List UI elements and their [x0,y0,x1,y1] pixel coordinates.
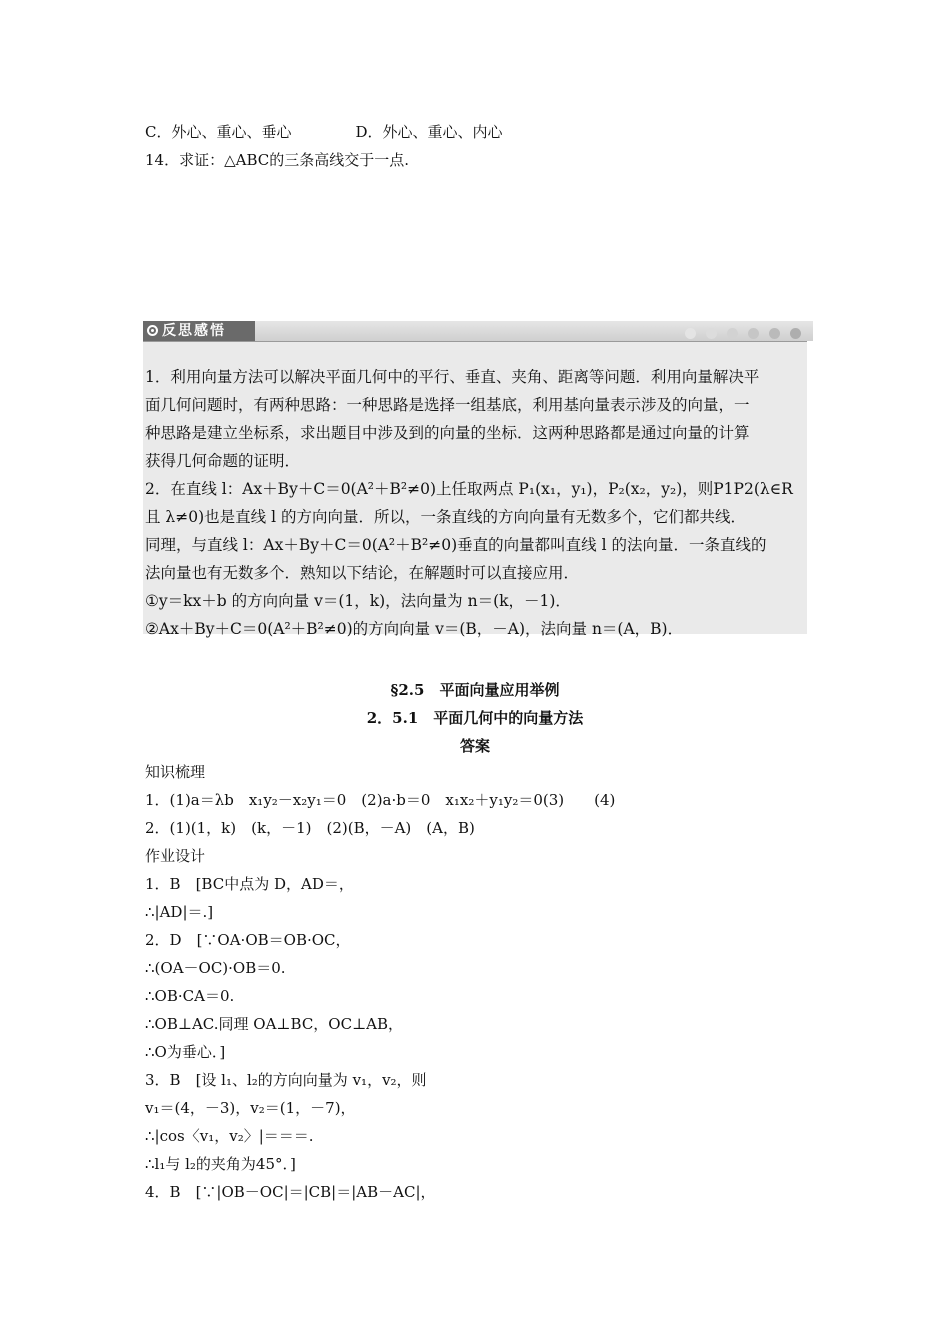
answer-line: 1．(1)a＝λb x₁y₂－x₂y₁＝0 (2)a·b＝0 x₁x₂＋y₁y₂＝0(3) (4) [145,791,616,809]
reflection-line: 且 λ≠0)也是直线 l 的方向向量．所以，一条直线的方向向量有无数多个，它们都共线． [145,508,746,526]
target-icon [147,325,158,336]
reflection-tab [143,321,255,341]
reflection-line: 2．在直线 l：Ax＋By＋C＝0(A²＋B²≠0)上任取两点 P₁(x₁，y₁)，P₂(x₂，y₂)，则P1P2(λ∈R [145,480,793,498]
dot-icon [748,328,759,339]
answer-line: ∴OB⊥AC.同理 OA⊥BC，OC⊥AB， [145,1015,404,1033]
answer-line: ∴O为垂心．] [145,1043,226,1061]
dot-icon [769,328,780,339]
section-title: §2.5 平面向量应用举例 [390,681,560,699]
answer-heading: 答案 [459,737,490,755]
dot-icon [727,328,738,339]
answer-line: 2．D [∵OA·OB＝OB·OC， [145,931,351,949]
dot-icon [685,328,696,339]
answer-line: 4．B [∵|OB－OC|＝|CB|＝|AB－AC|， [145,1183,436,1201]
reflection-line: 1．利用向量方法可以解决平面几何中的平行、垂直、夹角、距离等问题．利用向量解决平 [145,368,760,386]
answer-line: v₁＝(4，－3)，v₂＝(1，－7)， [145,1099,356,1117]
reflection-line: ①y＝kx＋b 的方向向量 v＝(1，k)，法向量为 n＝(k，－1)． [145,592,571,610]
answer-line: ∴OB·CA＝0. [145,987,235,1005]
reflection-header [143,321,813,341]
question-options-row [145,122,503,142]
answer-line: ∴l₁与 l₂的夹角为45°．] [145,1155,296,1173]
dot-icon [790,328,801,339]
dot-icon [706,328,717,339]
reflection-line: 法向量也有无数多个．熟知以下结论，在解题时可以直接应用． [145,564,580,582]
section-subtitle: 2．5.1 平面几何中的向量方法 [366,709,584,727]
answer-line: ∴(OA－OC)·OB＝0. [145,959,286,977]
reflection-title: 反思感悟 [162,323,226,339]
reflection-line: 种思路是建立坐标系，求出题目中涉及到的向量的坐标．这两种思路都是通过向量的计算 [145,424,750,442]
reflection-line: 获得几何命题的证明． [145,452,301,470]
reflection-line: 同理，与直线 l：Ax＋By＋C＝0(A²＋B²≠0)垂直的向量都叫直线 l 的法向量．一条直线的 [145,536,767,554]
option-d: D．外心、重心、内心 [355,123,503,141]
answer-line: 2．(1)(1，k) (k，－1) (2)(B，－A) (A，B) [145,819,475,837]
reflection-line: ②Ax＋By＋C＝0(A²＋B²≠0)的方向向量 v＝(B，－A)，法向量 n＝(A，B)． [145,620,684,638]
answer-line: ∴|cos〈v₁，v₂〉|＝＝＝. [145,1127,314,1145]
reflection-body [143,341,807,638]
answer-line: 3．B [设 l₁、l₂的方向向量为 v₁，v₂，则 [145,1071,427,1089]
answer-line: ∴|AD|＝.] [145,903,214,921]
answer-line: 知识梳理 [145,763,206,781]
reflection-line: 面几何问题时，有两种思路：一种思路是选择一组基底，利用基向量表示涉及的向量，一 [145,396,750,414]
reflection-divider [143,341,807,342]
answer-line: 作业设计 [145,847,206,865]
answer-line: 1．B [BC中点为 D，AD＝， [145,875,354,893]
question-14: 14．求证：△ABC的三条高线交于一点. [145,151,410,169]
option-c: C．外心、重心、垂心 [145,123,292,141]
